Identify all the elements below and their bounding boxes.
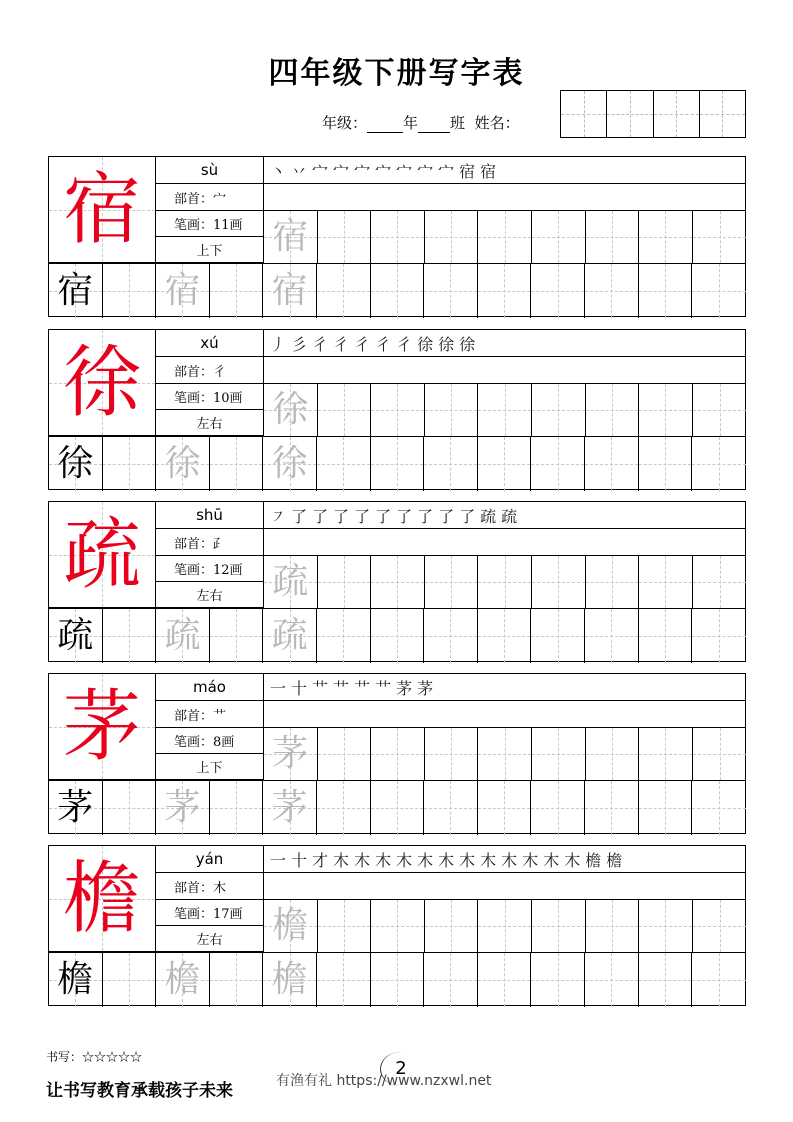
practice-cell[interactable] xyxy=(692,437,746,491)
char-info xyxy=(156,157,264,263)
trace-char: 徐 xyxy=(272,389,309,430)
practice-cell[interactable] xyxy=(639,556,693,608)
practice-cell[interactable] xyxy=(693,728,747,780)
practice-cell[interactable] xyxy=(425,384,479,436)
stroke-step: 彳 xyxy=(312,334,329,354)
practice-cell[interactable] xyxy=(478,728,532,780)
model-char-cell xyxy=(49,502,156,608)
practice-cell[interactable] xyxy=(49,437,103,491)
practice-cell[interactable] xyxy=(478,556,532,608)
radical: 部首：宀 xyxy=(156,184,263,211)
practice-cell[interactable] xyxy=(371,609,425,663)
blank-row xyxy=(264,873,746,900)
stroke-step: 彳 xyxy=(354,334,371,354)
radical: 部首：彳 xyxy=(156,357,263,384)
pinyin: sù xyxy=(156,157,263,184)
practice-cell[interactable] xyxy=(371,781,425,835)
practice-cell[interactable] xyxy=(371,211,425,263)
sample-char: 茅 xyxy=(57,787,94,828)
page-title: 四年级下册写字表 xyxy=(268,56,525,91)
stroke-step: 徐 xyxy=(438,334,455,354)
stroke-step: 木 xyxy=(417,850,434,870)
character-block xyxy=(48,845,746,1006)
stroke-step: 了 xyxy=(312,506,329,526)
practice-cell[interactable] xyxy=(371,556,425,608)
practice-cell[interactable] xyxy=(263,953,317,1007)
practice-cell[interactable] xyxy=(156,609,210,663)
practice-cell[interactable] xyxy=(639,953,693,1007)
student-info-line xyxy=(322,112,520,133)
practice-cell[interactable] xyxy=(318,556,372,608)
stroke-step: 茅 xyxy=(417,678,434,698)
character-block xyxy=(48,156,746,317)
stroke-order xyxy=(264,674,746,701)
practice-cell[interactable] xyxy=(532,384,586,436)
structure: 左右 xyxy=(156,926,263,952)
stroke-step: 丿 xyxy=(270,334,287,354)
stroke-step: 了 xyxy=(459,506,476,526)
site-watermark: 有渔有礼 https://www.nzxwl.net xyxy=(276,1073,492,1089)
stroke-step: 彳 xyxy=(375,334,392,354)
class-blank[interactable] xyxy=(418,118,450,133)
name-cell[interactable] xyxy=(561,91,607,137)
practice-cell[interactable] xyxy=(424,609,478,663)
practice-cell[interactable] xyxy=(318,384,372,436)
stroke-step: 彳 xyxy=(333,334,350,354)
practice-cell[interactable] xyxy=(317,953,371,1007)
stroke-step: 茅 xyxy=(396,678,413,698)
practice-cell[interactable] xyxy=(264,728,318,780)
stroke-step: 木 xyxy=(396,850,413,870)
radical: 部首：⺪ xyxy=(156,529,263,556)
pinyin: shū xyxy=(156,502,263,529)
practice-cell[interactable] xyxy=(424,264,478,318)
model-char: 檐 xyxy=(62,854,141,944)
practice-cell[interactable] xyxy=(478,609,532,663)
stroke-step: 木 xyxy=(333,850,350,870)
trace-char: 徐 xyxy=(271,443,308,484)
model-char: 疏 xyxy=(62,510,141,600)
radical: 部首：木 xyxy=(156,873,263,900)
structure: 上下 xyxy=(156,237,263,263)
stroke-step: 宀 xyxy=(375,161,392,181)
practice-cell[interactable] xyxy=(532,900,586,952)
model-char-cell xyxy=(49,157,156,263)
stroke-step: 十 xyxy=(291,850,308,870)
stroke-step: 木 xyxy=(501,850,518,870)
model-char-cell xyxy=(49,330,156,436)
stroke-order xyxy=(264,157,746,184)
practice-row-lower xyxy=(49,780,746,835)
stroke-order xyxy=(264,846,746,873)
stroke-order xyxy=(264,502,746,529)
practice-cell[interactable] xyxy=(264,556,318,608)
practice-cell[interactable] xyxy=(425,728,479,780)
practice-cell[interactable] xyxy=(156,953,210,1007)
pinyin: xú xyxy=(156,330,263,357)
stroke-step: 丶 xyxy=(270,161,287,181)
stroke-step: 一 xyxy=(270,850,287,870)
trace-char: 徐 xyxy=(164,443,201,484)
trace-char: 宿 xyxy=(164,270,201,311)
sample-char: 徐 xyxy=(57,443,94,484)
character-block xyxy=(48,501,746,662)
practice-cell[interactable] xyxy=(424,781,478,835)
practice-cell[interactable] xyxy=(371,437,425,491)
character-block xyxy=(48,329,746,490)
class-label: 班 xyxy=(450,114,466,132)
structure: 上下 xyxy=(156,754,263,780)
practice-cell[interactable] xyxy=(532,211,586,263)
grade-label: 年级： xyxy=(322,114,368,132)
practice-cell[interactable] xyxy=(103,264,157,318)
practice-cell[interactable] xyxy=(263,264,317,318)
practice-cell[interactable] xyxy=(692,781,746,835)
practice-cell[interactable] xyxy=(478,900,532,952)
practice-cell[interactable] xyxy=(318,900,372,952)
char-info xyxy=(156,674,264,780)
pinyin: máo xyxy=(156,674,263,701)
practice-cell[interactable] xyxy=(478,211,532,263)
practice-cell[interactable] xyxy=(693,384,747,436)
structure: 左右 xyxy=(156,410,263,436)
stroke-step: 彳 xyxy=(396,334,413,354)
practice-cell[interactable] xyxy=(639,900,693,952)
trace-char: 宿 xyxy=(271,270,308,311)
stroke-step: 了 xyxy=(333,506,350,526)
model-char: 茅 xyxy=(62,682,141,772)
name-cell[interactable] xyxy=(654,91,700,137)
practice-cell[interactable] xyxy=(478,953,532,1007)
practice-cell[interactable] xyxy=(49,781,103,835)
practice-cell[interactable] xyxy=(425,900,479,952)
name-cell[interactable] xyxy=(700,91,745,137)
stroke-step: 宿 xyxy=(480,161,497,181)
stroke-step: 徐 xyxy=(459,334,476,354)
practice-cell[interactable] xyxy=(478,781,532,835)
practice-cell[interactable] xyxy=(210,781,264,835)
practice-cell[interactable] xyxy=(478,264,532,318)
practice-cell[interactable] xyxy=(692,609,746,663)
practice-cell[interactable] xyxy=(693,211,747,263)
stroke-step: 徐 xyxy=(417,334,434,354)
practice-cell[interactable] xyxy=(585,437,639,491)
rating-stars: 书写：☆☆☆☆☆ xyxy=(46,1050,143,1064)
practice-cell[interactable] xyxy=(317,437,371,491)
blank-row xyxy=(264,529,746,556)
practice-row-upper xyxy=(264,728,746,780)
practice-cell[interactable] xyxy=(263,781,317,835)
stroke-step: 疏 xyxy=(501,506,518,526)
practice-cell[interactable] xyxy=(156,781,210,835)
practice-cell[interactable] xyxy=(692,264,746,318)
practice-cell[interactable] xyxy=(478,384,532,436)
practice-cell[interactable] xyxy=(263,609,317,663)
practice-cell[interactable] xyxy=(586,384,640,436)
name-grid[interactable] xyxy=(560,90,746,138)
practice-cell[interactable] xyxy=(639,384,693,436)
model-char-cell xyxy=(49,846,156,952)
stroke-step: 一 xyxy=(270,678,287,698)
stroke-step: 了 xyxy=(354,506,371,526)
practice-row-lower xyxy=(49,436,746,491)
stroke-step: 丷 xyxy=(291,161,308,181)
practice-cell[interactable] xyxy=(264,900,318,952)
stroke-step: 艹 xyxy=(333,678,350,698)
blank-row xyxy=(264,701,746,728)
character-block xyxy=(48,673,746,834)
stroke-step: 了 xyxy=(291,506,308,526)
practice-cell[interactable] xyxy=(425,211,479,263)
trace-char: 茅 xyxy=(272,733,309,774)
practice-cell[interactable] xyxy=(692,953,746,1007)
practice-cell[interactable] xyxy=(49,264,103,318)
name-label: 姓名： xyxy=(474,114,520,132)
practice-cell[interactable] xyxy=(156,437,210,491)
char-info xyxy=(156,846,264,952)
practice-cell[interactable] xyxy=(531,953,585,1007)
practice-cell[interactable] xyxy=(639,609,693,663)
practice-cell[interactable] xyxy=(371,728,425,780)
practice-cell[interactable] xyxy=(639,781,693,835)
practice-cell[interactable] xyxy=(103,953,157,1007)
stroke-step: 彡 xyxy=(291,334,308,354)
practice-row-upper xyxy=(264,900,746,952)
practice-cell[interactable] xyxy=(585,781,639,835)
practice-cell[interactable] xyxy=(639,211,693,263)
structure: 左右 xyxy=(156,582,263,608)
stroke-step: 十 xyxy=(291,678,308,698)
stroke-order xyxy=(264,330,746,357)
practice-cell[interactable] xyxy=(103,609,157,663)
practice-cell[interactable] xyxy=(585,264,639,318)
stroke-step: 木 xyxy=(459,850,476,870)
stroke-step: 了 xyxy=(375,506,392,526)
trace-char: 檐 xyxy=(164,959,201,1000)
practice-row-lower xyxy=(49,263,746,318)
practice-cell[interactable] xyxy=(371,900,425,952)
practice-cell[interactable] xyxy=(49,953,103,1007)
year-label: 年 xyxy=(403,114,419,132)
practice-cell[interactable] xyxy=(531,264,585,318)
char-info xyxy=(156,330,264,436)
sample-char: 宿 xyxy=(57,270,94,311)
practice-cell[interactable] xyxy=(318,728,372,780)
stroke-step: 宀 xyxy=(312,161,329,181)
practice-row-lower xyxy=(49,952,746,1007)
stroke-step: 疏 xyxy=(480,506,497,526)
practice-cell[interactable] xyxy=(424,953,478,1007)
stroke-step: 了 xyxy=(417,506,434,526)
pinyin: yán xyxy=(156,846,263,873)
trace-char: 疏 xyxy=(271,615,308,656)
stroke-step: 艹 xyxy=(312,678,329,698)
stroke-step: 宿 xyxy=(459,161,476,181)
practice-row-upper xyxy=(264,211,746,263)
stroke-count: 笔画：10画 xyxy=(156,384,263,410)
stroke-count: 笔画：11画 xyxy=(156,211,263,237)
stroke-count: 笔画：8画 xyxy=(156,728,263,754)
practice-cell[interactable] xyxy=(103,781,157,835)
radical: 部首：艹 xyxy=(156,701,263,728)
practice-cell[interactable] xyxy=(317,264,371,318)
slogan: 让书写教育承载孩子未来 xyxy=(46,1081,233,1101)
practice-cell[interactable] xyxy=(585,953,639,1007)
stroke-count: 笔画：12画 xyxy=(156,556,263,582)
practice-cell[interactable] xyxy=(317,781,371,835)
practice-cell[interactable] xyxy=(156,264,210,318)
stroke-step: 木 xyxy=(522,850,539,870)
model-char: 徐 xyxy=(62,338,141,428)
practice-cell[interactable] xyxy=(586,728,640,780)
char-info xyxy=(156,502,264,608)
stroke-step: 艹 xyxy=(354,678,371,698)
stroke-step: 了 xyxy=(396,506,413,526)
practice-cell[interactable] xyxy=(586,556,640,608)
stroke-step: 才 xyxy=(312,850,329,870)
practice-cell[interactable] xyxy=(639,264,693,318)
practice-cell[interactable] xyxy=(103,437,157,491)
stroke-step: 木 xyxy=(564,850,581,870)
practice-cell[interactable] xyxy=(531,609,585,663)
stroke-step: 檐 xyxy=(606,850,623,870)
practice-cell[interactable] xyxy=(639,728,693,780)
practice-cell[interactable] xyxy=(317,609,371,663)
stroke-count: 笔画：17画 xyxy=(156,900,263,926)
practice-cell[interactable] xyxy=(693,900,747,952)
practice-cell[interactable] xyxy=(532,728,586,780)
stroke-step: 木 xyxy=(354,850,371,870)
stroke-step: 宀 xyxy=(396,161,413,181)
trace-char: 茅 xyxy=(164,787,201,828)
practice-cell[interactable] xyxy=(425,556,479,608)
stroke-step: 檐 xyxy=(585,850,602,870)
trace-char: 茅 xyxy=(271,787,308,828)
stroke-step: 木 xyxy=(543,850,560,870)
stroke-step: 木 xyxy=(480,850,497,870)
stroke-step: 宀 xyxy=(438,161,455,181)
practice-cell[interactable] xyxy=(586,900,640,952)
practice-cell[interactable] xyxy=(264,211,318,263)
stroke-step: 木 xyxy=(375,850,392,870)
practice-cell[interactable] xyxy=(210,953,264,1007)
practice-cell[interactable] xyxy=(532,556,586,608)
practice-cell[interactable] xyxy=(639,437,693,491)
blank-row xyxy=(264,184,746,211)
practice-cell[interactable] xyxy=(424,437,478,491)
practice-cell[interactable] xyxy=(210,264,264,318)
practice-cell[interactable] xyxy=(371,264,425,318)
practice-cell[interactable] xyxy=(585,609,639,663)
practice-row-upper xyxy=(264,384,746,436)
stroke-step: 宀 xyxy=(333,161,350,181)
practice-row-upper xyxy=(264,556,746,608)
blank-row xyxy=(264,357,746,384)
trace-char: 宿 xyxy=(272,216,309,257)
practice-cell[interactable] xyxy=(531,437,585,491)
stroke-step: 了 xyxy=(438,506,455,526)
sample-char: 檐 xyxy=(57,959,94,1000)
practice-cell[interactable] xyxy=(478,437,532,491)
stroke-step: 木 xyxy=(438,850,455,870)
stroke-step: ㇇ xyxy=(270,506,287,526)
trace-char: 疏 xyxy=(164,615,201,656)
name-cell[interactable] xyxy=(607,91,653,137)
trace-char: 疏 xyxy=(272,561,309,602)
trace-char: 檐 xyxy=(272,905,309,946)
stroke-step: 宀 xyxy=(417,161,434,181)
practice-cell[interactable] xyxy=(210,437,264,491)
practice-cell[interactable] xyxy=(49,609,103,663)
practice-cell[interactable] xyxy=(210,609,264,663)
page-number: 2 xyxy=(386,1054,416,1084)
stroke-step: 宀 xyxy=(354,161,371,181)
practice-cell[interactable] xyxy=(586,211,640,263)
trace-char: 檐 xyxy=(271,959,308,1000)
practice-cell[interactable] xyxy=(531,781,585,835)
sample-char: 疏 xyxy=(57,615,94,656)
practice-row-lower xyxy=(49,608,746,663)
practice-cell[interactable] xyxy=(318,211,372,263)
practice-cell[interactable] xyxy=(263,437,317,491)
practice-cell[interactable] xyxy=(371,953,425,1007)
model-char-cell xyxy=(49,674,156,780)
stroke-step: 艹 xyxy=(375,678,392,698)
practice-cell[interactable] xyxy=(371,384,425,436)
model-char: 宿 xyxy=(62,165,141,255)
practice-cell[interactable] xyxy=(264,384,318,436)
practice-cell[interactable] xyxy=(693,556,747,608)
grade-blank[interactable] xyxy=(367,118,403,133)
